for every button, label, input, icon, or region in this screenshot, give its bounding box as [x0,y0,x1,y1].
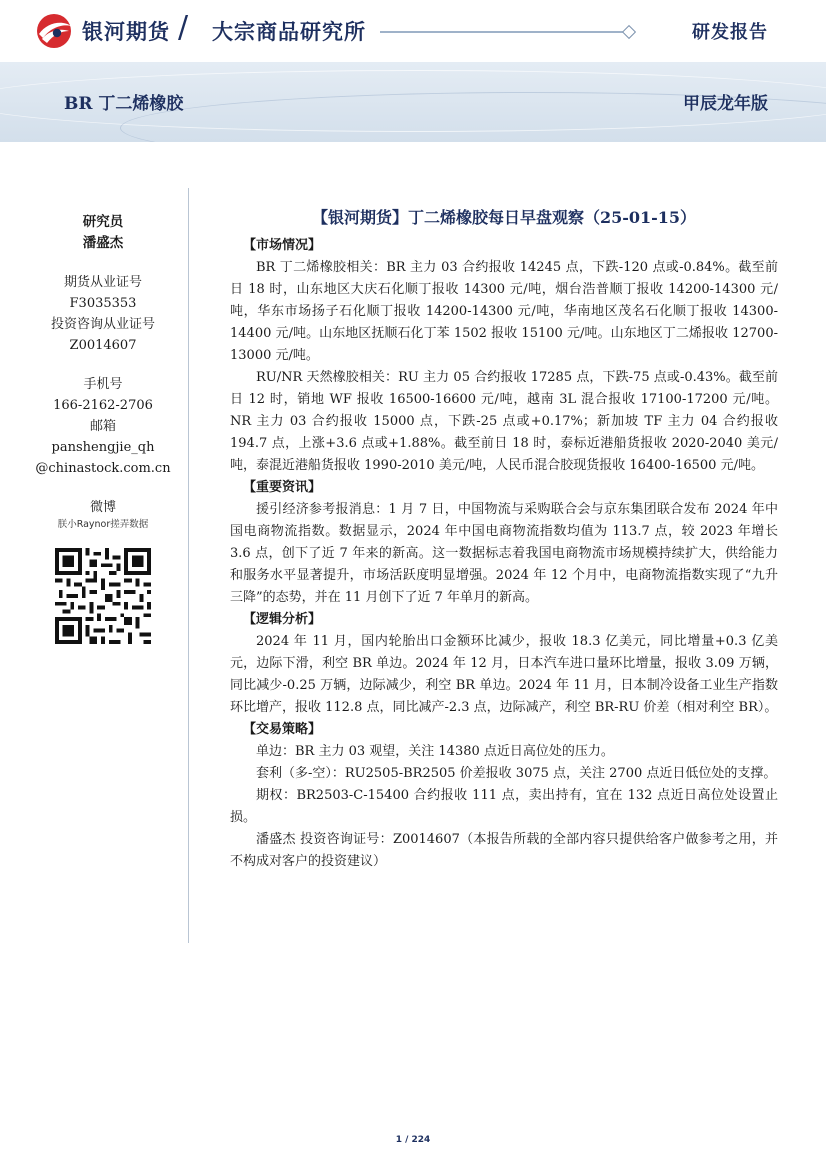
diamond-ornament-icon [622,25,636,39]
researcher-name: 潘盛杰 [82,235,124,251]
email-label: 邮箱 [89,419,116,434]
paragraph-strategy-single: 单边：BR 主力 03 观望，关注 14380 点近日高位处的压力。 [256,744,614,759]
report-body [230,205,778,873]
institute-name: 大宗商品研究所 [212,20,366,44]
paragraph-news: 援引经济参考报消息：1 月 7 日，中国物流与采购联合会与京东集团联合发布 2024 年中国电商物流指数。数据显示，2024 年中国电商物流指数均值为 113.7 点，较 2023 年增长 3.6 点，创下了近 7 年来的新高。这一数据标志着我国电商物流市场规模持续扩大，供给能力和服务水平显著提升，市场活跃度明显增强。2024 年 12 个月中，电商物流指数实现了“九升三降”的态势，并在 11 月创下了近 7 年单月的新高。 [230,502,778,605]
consult-cert: Z0014607 [69,338,137,353]
researcher-label: 研究员 [82,214,124,230]
header-separator: / [178,10,189,45]
paragraph-strategy-option: 期权：BR2503-C-15400 合约报收 111 点，卖出持有，宜在 132 点近日高位处设置止损。 [230,788,778,825]
phone-number: 166-2162-2706 [53,398,153,413]
section-heading-market: 【市场情况】 [243,238,322,253]
futures-cert: F3035353 [69,296,137,311]
email-line-2: @chinastock.com.cn [35,461,171,476]
report-title: 【银河期货】丁二烯橡胶每日早盘观察（25-01-15） [311,208,697,227]
sidebar-divider [188,188,189,943]
analyst-sidebar [28,212,178,644]
weibo-qr-code-icon [55,548,151,644]
paragraph-disclaimer: 潘盛杰 投资咨询证号：Z0014607（本报告所载的全部内容只提供给客户做参考之用，并不构成对客户的投资建议） [230,832,779,869]
section-heading-news: 【重要资讯】 [243,480,322,495]
header-divider-line [380,31,628,33]
product-title: BR 丁二烯橡胶 [64,94,184,114]
section-heading-strategy: 【交易策略】 [243,722,322,737]
futures-cert-label: 期货从业证号 [63,275,142,290]
paragraph-ru-nr-market: RU/NR 天然橡胶相关：RU 主力 05 合约报收 17285 点，下跌-75 点或-0.43%。截至前日 12 时，销地 WF 报收 16500-16600 元/吨，越南 3L 混合报收 17100-17200 元/吨。NR 主力 03 合约报收 15000 点，下跌-25 点或+0.17%；新加坡 TF 主力 04 合约报收 194.7 点，上涨+3.6 点或+1.88%。截至前日 18 时，泰标近港船货报收 2020-2040 美元/吨，泰混近港船货报收 1990-2010 美元/吨，人民币混合胶现货报收 16400-16500 元/吨。 [230,370,778,473]
paragraph-logic: 2024 年 11 月，国内轮胎出口金额环比减少，报收 18.3 亿美元，同比增量+0.3 亿美元，边际下滑，利空 BR 单边。2024 年 12 月，日本汽车进口量环比增量，报收 3.09 万辆，同比减少-0.25 万辆，边际减少，利空 BR 单边。2024 年 11 月，日本制冷设备工业生产指数环比增产，报收 112.8 点，同比减产-2.3 点，边际减产，利空 BR-RU 价差（相对利空 BR）。 [230,634,778,715]
email-line-1: panshengjie_qh [51,440,155,455]
consult-cert-label: 投资咨询从业证号 [50,317,155,332]
galaxy-futures-logo-icon [33,12,75,50]
report-type: 研发报告 [692,22,768,43]
edition-label: 甲辰龙年版 [683,94,768,114]
brand-name: 银河期货 [82,20,170,44]
phone-label: 手机号 [83,377,123,392]
paragraph-br-market: BR 丁二烯橡胶相关：BR 主力 03 合约报收 14245 点，下跌-120 点或-0.84%。截至前日 18 时，山东地区大庆石化顺丁报收 14300 元/吨，烟台浩普顺丁报收 14200-14300 元/吨，华东市场扬子石化顺丁报收 14200-14300 元/吨，华南地区茂名石化顺丁报收 14300-14400 元/吨。山东地区抚顺石化丁苯 1502 报收 15100 元/吨。山东地区丁二烯报收 12700-13000 元/吨。 [230,260,778,363]
section-heading-logic: 【逻辑分析】 [243,612,322,627]
report-header [0,0,826,62]
weibo-label: 微博 [89,500,116,515]
page-number: 1 / 224 [395,1135,431,1145]
weibo-handle: 朕小Raynor搓弄数据 [57,519,149,530]
paragraph-strategy-arbitrage: 套利（多-空）：RU2505-BR2505 价差报收 3075 点，关注 2700 点近日低位处的支撑。 [256,766,777,781]
